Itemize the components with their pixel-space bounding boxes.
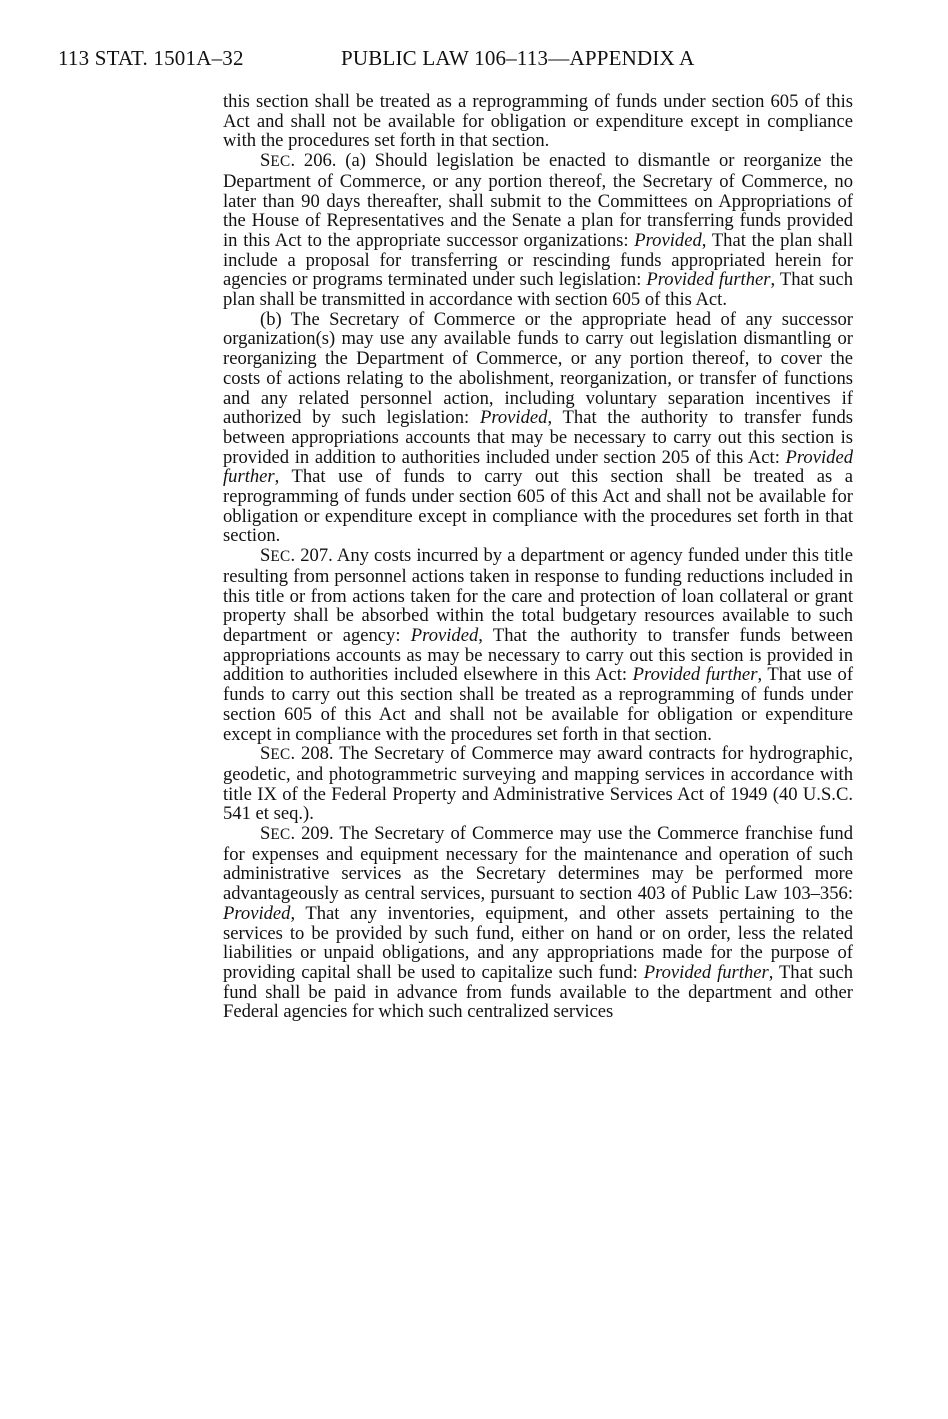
- paragraph: [223, 310, 853, 546]
- text-run: , That the authority to transfer funds between appropriations accounts as may be necessary to carry out this section is provided in addition to authorities included elsewhere in this Act:: [223, 624, 853, 686]
- italic-text: Provided further: [646, 269, 771, 291]
- italic-text: Provided further: [643, 961, 769, 983]
- text-run: , That such fund shall be paid in advance from funds available to the department and other Federal agencies for which such centralized services: [223, 961, 853, 1023]
- paragraph: [223, 546, 853, 744]
- paragraph: [223, 151, 853, 310]
- text-run: . 207. Any costs incurred by a department or agency funded under this title resulting from personnel actions taken in response to funding reductions included in this title or from actions taken for the care and protection of loan collateral or grant property shall be absorbed within the total budgetary resources available to such department or agency:: [223, 545, 853, 646]
- body-text: [223, 92, 853, 1022]
- text-run: , That use of funds to carry out this section shall be treated as a reprogramming of funds under section 605 of this Act and shall not be available for obligation or expenditure except in compliance with the procedures set forth in that section.: [223, 466, 853, 547]
- italic-text: Provided: [410, 624, 479, 646]
- statute-citation: 113 STAT. 1501A–32: [58, 46, 244, 70]
- text-run: , That such plan shall be transmitted in accordance with section 605 of this Act.: [223, 269, 854, 311]
- text-run: (b) The Secretary of Commerce or the appropriate head of any successor organization(s) may use any available funds to carry out legislation dismantling or reorganizing the Department of Commerce, or any portion thereof, to cover the costs of actions relating to the abolishment, reorganization, or transfer of functions and any related personnel action, including voluntary separation incentives if authorized by such legislation:: [223, 308, 853, 429]
- small-caps-text: EC: [270, 746, 291, 764]
- text-run: . 208. The Secretary of Commerce may award contracts for hydrographic, geodetic, and photogrammetric surveying and mapping services in accordance with title IX of the Federal Property and Administrative Services Act of 1949 (40 U.S.C. 541 et seq.).: [223, 743, 853, 825]
- italic-text: Provided: [223, 902, 291, 924]
- small-caps-text: EC: [270, 153, 291, 171]
- italic-text: Provided further: [223, 446, 853, 488]
- paragraph: [223, 744, 853, 824]
- text-run: , That any inventories, equipment, and other assets pertaining to the services to be provided by such fund, either on hand or on order, less the related liabilities or unpaid obligations, and any appropriations made for the purpose of providing capital shall be used to capitalize such fund:: [223, 902, 853, 983]
- small-caps-text: EC: [270, 548, 291, 566]
- italic-text: Provided: [479, 407, 548, 429]
- text-run: S: [260, 545, 271, 567]
- small-caps-text: EC: [270, 826, 291, 844]
- paragraph: [223, 824, 853, 1022]
- text-run: , That use of funds to carry out this section shall be treated as a reprogramming of funds under section 605 of this Act and shall not be available for obligation or expenditure except in compliance with the procedures set forth in that section.: [223, 664, 854, 745]
- text-run: this section shall be treated as a reprogramming of funds under section 605 of this Act and shall not be available for obligation or expenditure except in compliance with the procedures set forth in that section.: [223, 91, 853, 152]
- text-run: . 209. The Secretary of Commerce may use the Commerce franchise fund for expenses and equipment necessary for the maintenance and operation of such administrative services as the Secretary determines may be performed more advantageously as central services, pursuant to section 403 of Public Law 103–356:: [223, 823, 853, 905]
- text-run: S: [260, 743, 271, 765]
- paragraph: [223, 92, 853, 151]
- public-law-title: PUBLIC LAW 106–113—APPENDIX A: [341, 46, 695, 70]
- text-run: S: [260, 823, 271, 845]
- text-run: S: [260, 150, 271, 172]
- italic-text: Provided: [634, 229, 702, 251]
- text-run: , That the plan shall include a proposal for transferring or rescinding funds appropriated herein for agencies or programs terminated under such legislation:: [223, 229, 853, 291]
- text-run: , That the authority to transfer funds between appropriations accounts that may be necessary to carry out this section is provided in addition to authorities included under section 205 of this Act:: [223, 407, 854, 468]
- text-run: . 206. (a) Should legislation be enacted to dismantle or reorganize the Department of Commerce, or any portion thereof, the Secretary of Commerce, no later than 90 days thereafter, shall submit to the Committees on Appropriations of the House of Representatives and the Senate a plan for transferring funds provided in this Act to the appropriate successor organizations:: [223, 150, 853, 251]
- italic-text: Provided further: [632, 664, 758, 686]
- page-header: [58, 46, 695, 71]
